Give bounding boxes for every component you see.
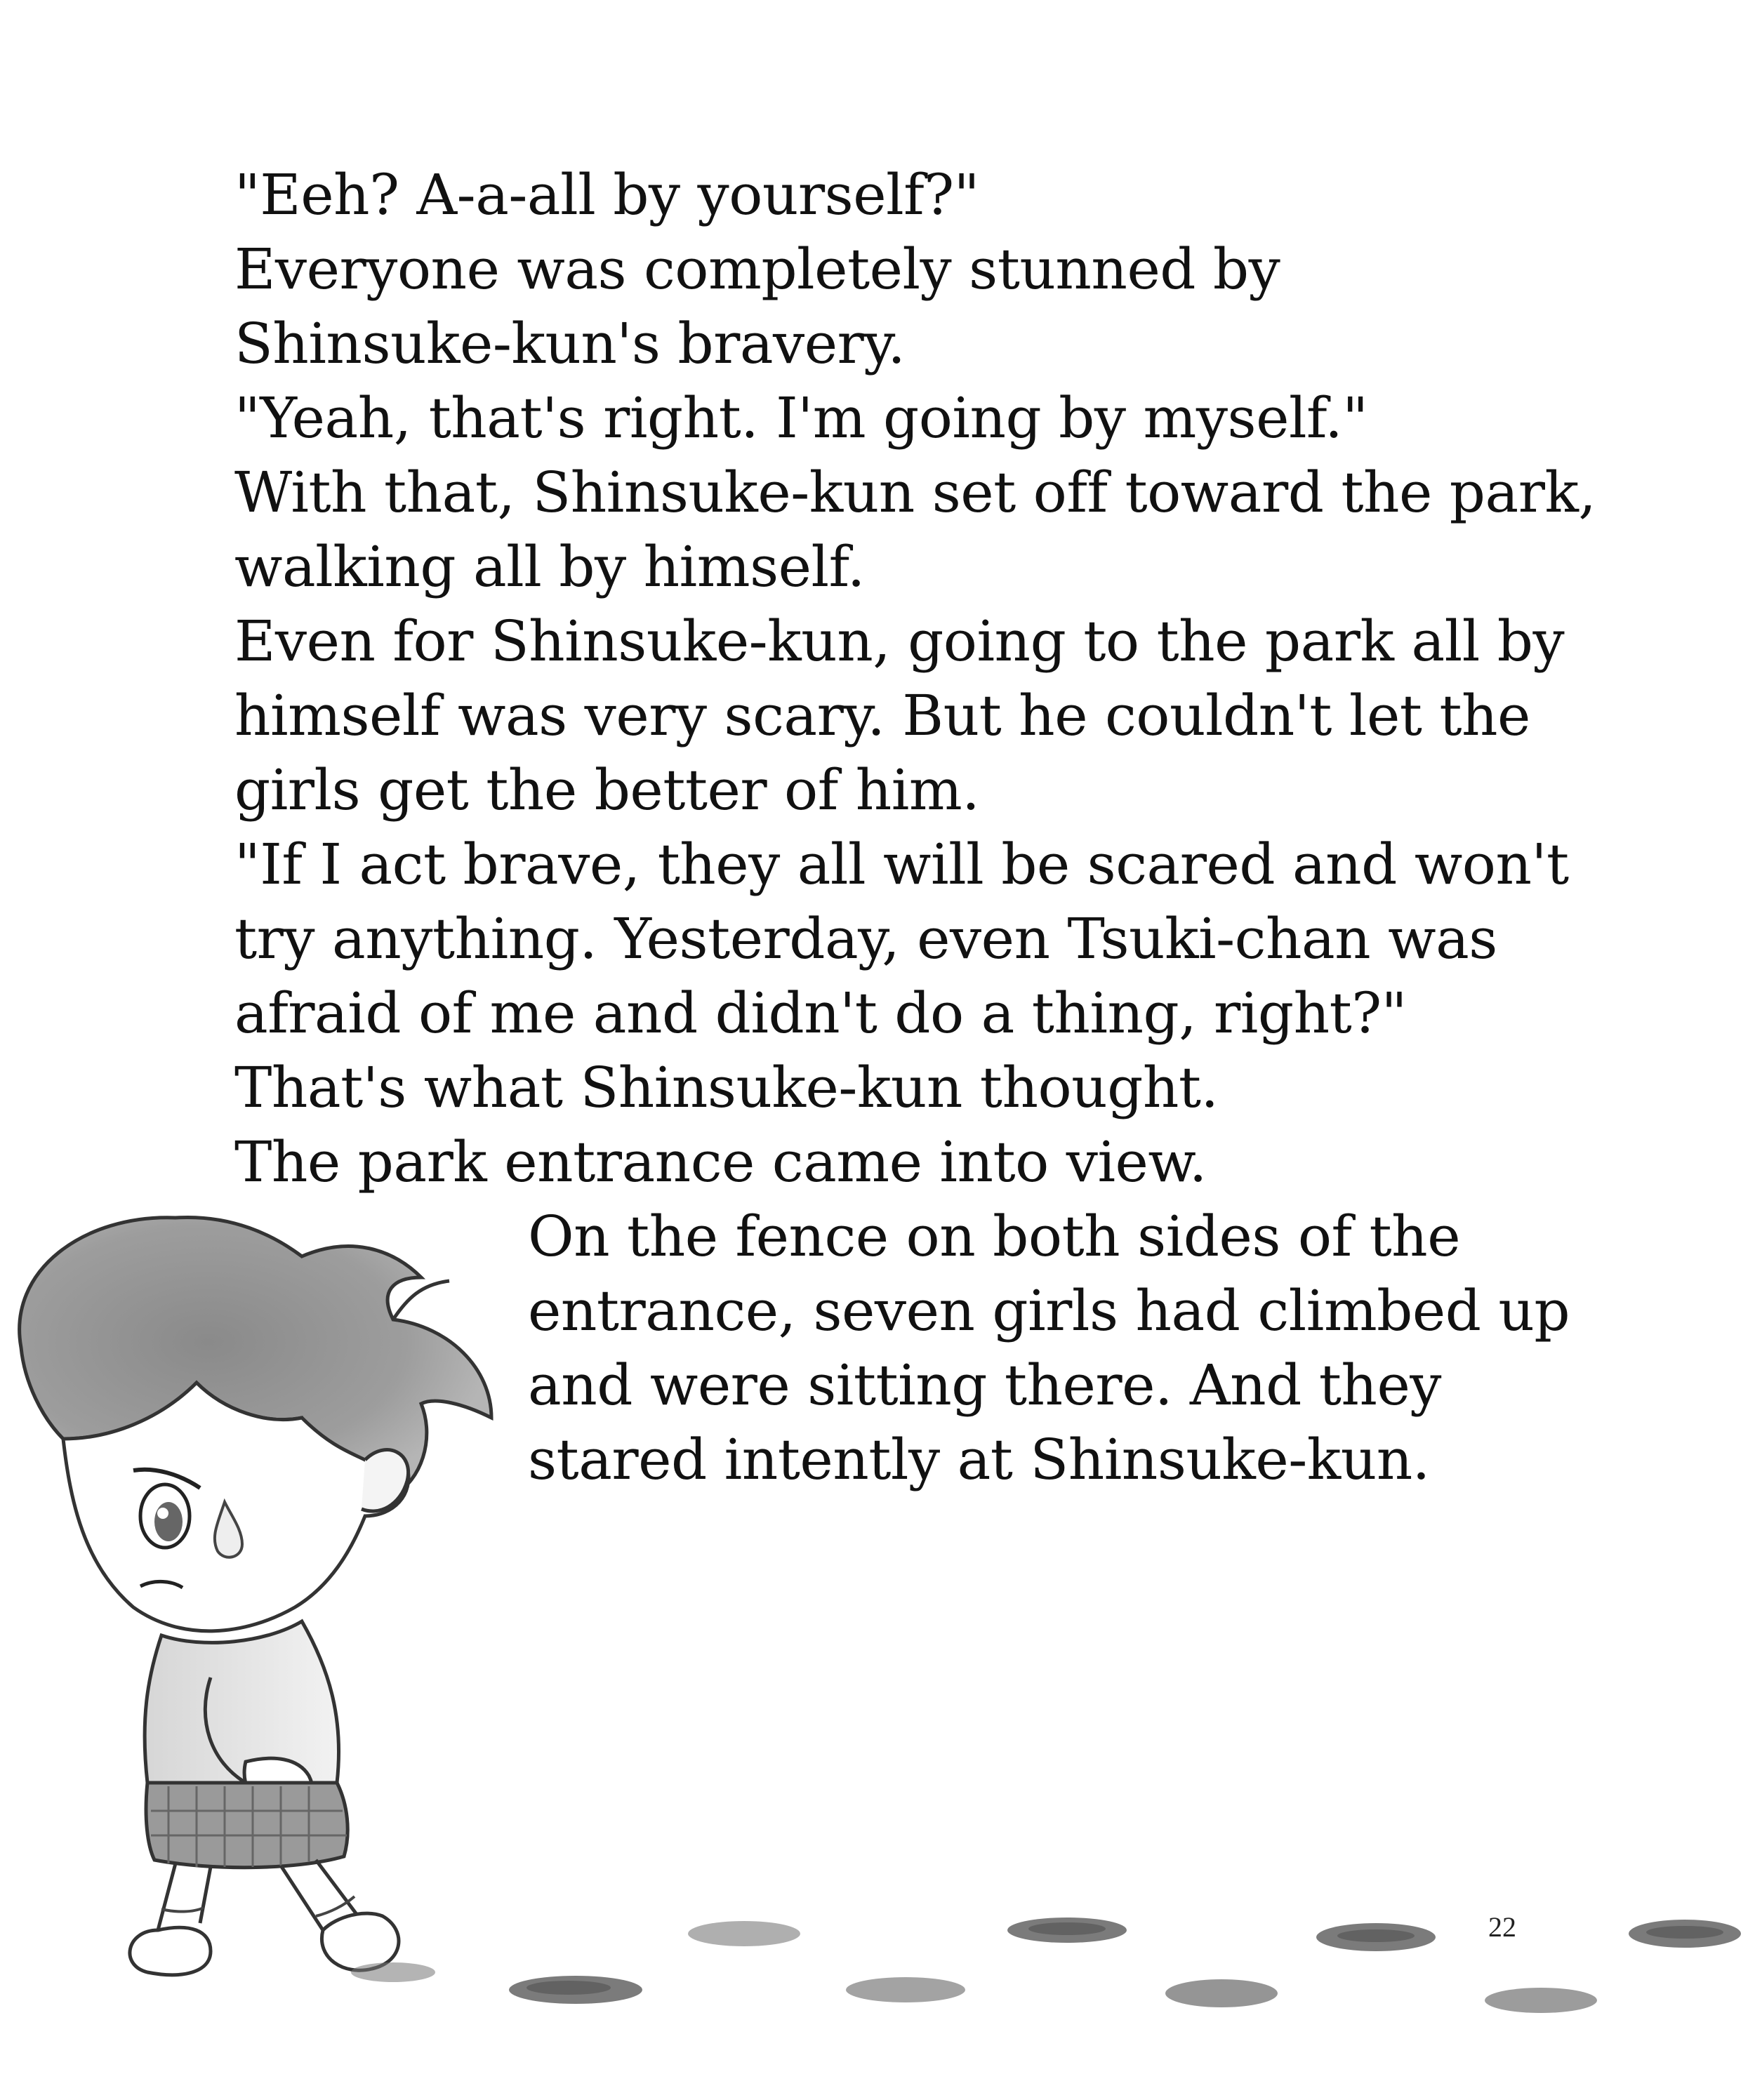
text-line-6: walking all by himself. [234,534,865,599]
text-line-12: afraid of me and didn't do a thing, right?" [234,981,1407,1046]
text-line-5: With that, Shinsuke-kun set off toward the park, [234,460,1596,525]
text-line-18: stared intently at Shinsuke-kun. [528,1427,1430,1492]
text-line-11: try anything. Yesterday, even Tsuki-chan was [234,906,1497,971]
boy-walking-icon [0,1186,505,2000]
text-line-15: On the fence on both sides of the [528,1204,1461,1269]
page-number: 22 [1488,1911,1516,1943]
text-line-4: "Yeah, that's right. I'm going by myself." [234,385,1368,451]
text-line-7: Even for Shinsuke-kun, going to the park all by [234,609,1565,674]
text-line-16: entrance, seven girls had climbed up [528,1278,1570,1343]
text-line-14: The park entrance came into view. [234,1129,1207,1195]
text-line-1: "Eeh? A-a-all by yourself?" [234,162,979,227]
text-line-9: girls get the better of him. [234,757,980,823]
text-line-2: Everyone was completely stunned by [234,237,1280,302]
text-line-3: Shinsuke-kun's bravery. [234,311,906,376]
text-line-10: "If I act brave, they all will be scared and won't [234,832,1569,897]
text-line-17: and were sitting there. And they [528,1353,1441,1418]
footprint-marks [449,1895,1755,2071]
text-line-13: That's what Shinsuke-kun thought. [234,1055,1219,1120]
text-line-8: himself was very scary. But he couldn't let the [234,683,1530,748]
